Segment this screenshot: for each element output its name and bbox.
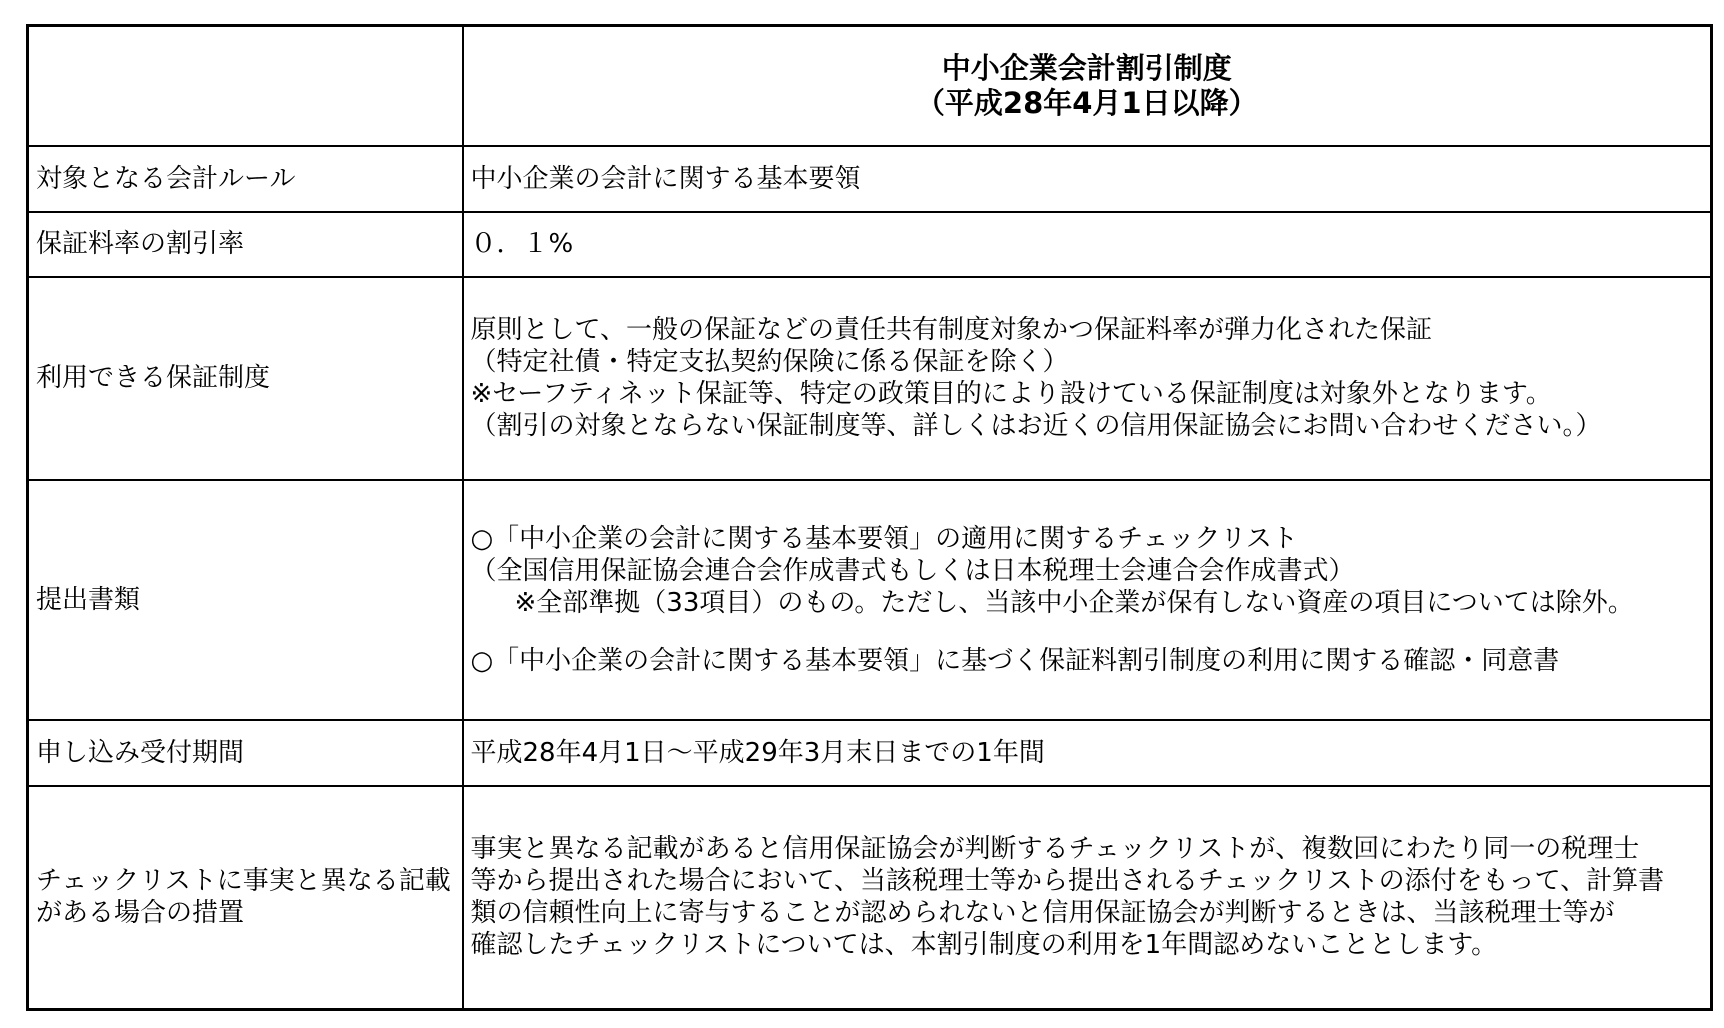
row-value: 平成28年4月1日～平成29年3月末日までの1年間 <box>463 720 1712 786</box>
line-gap <box>471 619 1711 645</box>
row-value <box>463 277 1712 480</box>
value-line: ○「中小企業の会計に関する基本要領」の適用に関するチェックリスト <box>470 523 1298 554</box>
value-line: ○「中小企業の会計に関する基本要領」に基づく保証料割引制度の利用に関する確認・同意書 <box>470 645 1560 676</box>
value-line: ※全部準拠（33項目）のもの。ただし、当該中小企業が保有しない資産の項目については除外。 <box>514 587 1634 618</box>
value-line: （特定社債・特定支払契約保険に係る保証を除く） <box>470 347 1069 377</box>
table-row <box>28 146 1712 212</box>
value-line: ※セーフティネット保証等、特定の政策目的により設けている保証制度は対象外となります。 <box>470 379 1552 409</box>
header-title-cell <box>463 26 1712 146</box>
row-label: 申し込み受付期間 <box>28 720 463 786</box>
value-line: 確認したチェックリストについては、本割引制度の利用を1年間認めないこととします。 <box>470 930 1498 961</box>
row-label <box>28 786 463 1010</box>
row-value: ０．１% <box>463 212 1712 277</box>
discount-system-table <box>26 24 1713 1011</box>
table-row <box>28 480 1712 720</box>
table-row <box>28 786 1712 1010</box>
table-row <box>28 212 1712 277</box>
table-row <box>28 277 1712 480</box>
value-line: 原則として、一般の保証などの責任共有制度対象かつ保証料率が弾力化された保証 <box>470 315 1432 345</box>
table-header-row <box>28 26 1712 146</box>
row-value <box>463 480 1712 720</box>
value-line: （割引の対象とならない保証制度等、詳しくはお近くの信用保証協会にお問い合わせください。） <box>470 411 1602 441</box>
label-line: チェックリストに事実と異なる記載 <box>36 866 451 897</box>
value-line: 類の信頼性向上に寄与することが認められないと信用保証協会が判断するときは、当該税理士等が <box>470 898 1615 929</box>
value-line: 等から提出された場合において、当該税理士等から提出されるチェックリストの添付をもって、計算書 <box>470 866 1665 897</box>
value-line: （全国信用保証協会連合会作成書式もしくは日本税理士会連合会作成書式） <box>470 555 1355 586</box>
row-label: 保証料率の割引率 <box>28 212 463 277</box>
row-label: 対象となる会計ルール <box>28 146 463 212</box>
value-line: 事実と異なる記載があると信用保証協会が判断するチェックリストが、複数回にわたり同一の税理士 <box>470 834 1640 865</box>
label-line: がある場合の措置 <box>36 898 245 929</box>
table-row <box>28 720 1712 786</box>
row-label: 利用できる保証制度 <box>28 277 463 480</box>
header-empty-cell <box>28 26 463 146</box>
table-subtitle: （平成28年4月1日以降） <box>915 85 1258 120</box>
row-value: 中小企業の会計に関する基本要領 <box>463 146 1712 212</box>
row-label: 提出書類 <box>28 480 463 720</box>
table-title: 中小企業会計割引制度 <box>941 50 1232 85</box>
row-value <box>463 786 1712 1010</box>
